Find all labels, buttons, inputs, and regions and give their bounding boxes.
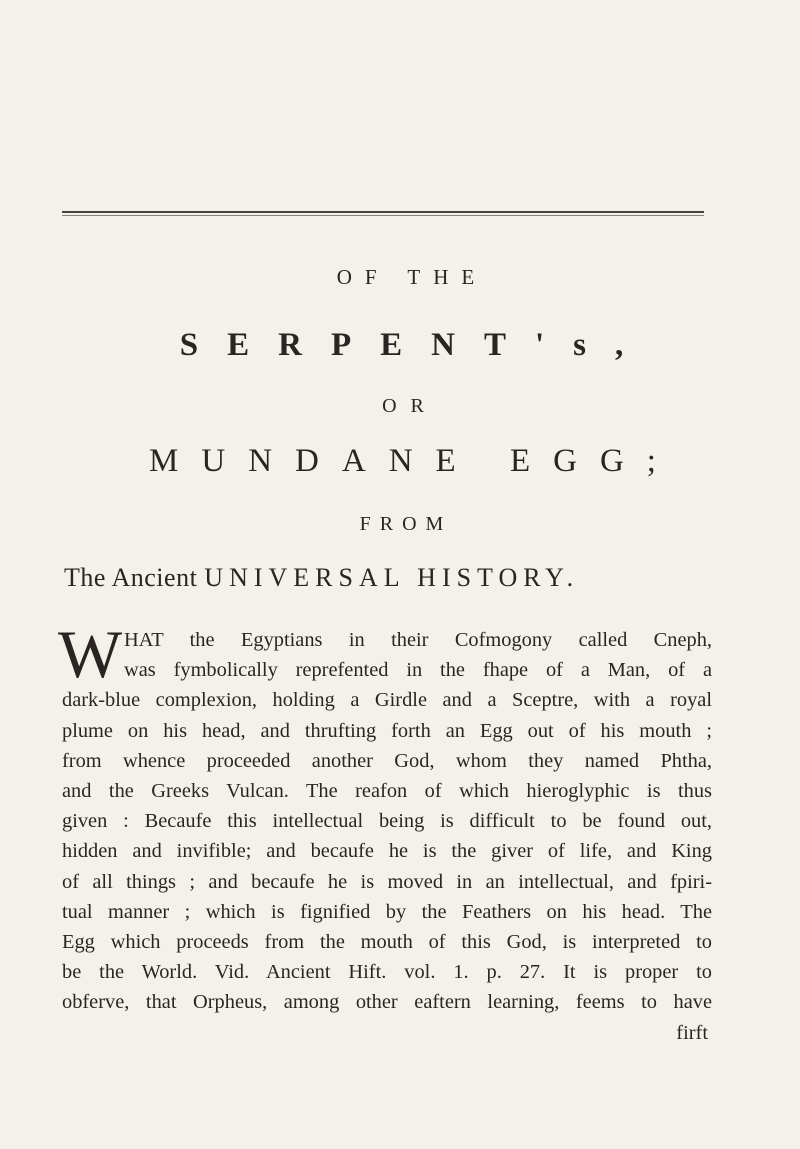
body-line: be the World. Vid. Ancient Hift. vol. 1. p. 27. It is proper to (62, 961, 712, 984)
body-line: given : Becaufe this intellectual being is difficult to be found out, (62, 810, 712, 833)
body-line: was fymbolically reprefented in the fhape of a Man, of a (124, 659, 712, 682)
body-line: from whence proceeded another God, whom they named Phtha, (62, 749, 712, 772)
source-title (64, 565, 724, 591)
heading-serpents: SERPENT's, (179, 327, 653, 363)
body-line: tual manner ; which is fignified by the Feathers on his head. The (62, 900, 712, 923)
heading-of-the: OF THE (336, 265, 488, 289)
heading-from: FROM (359, 513, 453, 535)
body-line: obferve, that Orpheus, among other eaftern learning, feems to have (62, 991, 712, 1014)
body-text (62, 625, 712, 1048)
body-line: hidden and invifible; and becaufe he is the giver of life, and King (62, 840, 712, 863)
source-prefix: The Ancient (64, 563, 198, 592)
body-line: of all things ; and becaufe he is moved in an intellectual, and fpiri- (62, 870, 712, 893)
drop-cap: W (58, 616, 123, 692)
heading-or: OR (382, 395, 438, 417)
catchword: firft (676, 1021, 708, 1044)
header-rule (62, 211, 704, 213)
body-line: and the Greeks Vulcan. The reafon of which hieroglyphic is thus (62, 780, 712, 803)
heading-mundane-egg: MUNDANE EGG; (149, 443, 679, 479)
body-line: plume on his head, and thrufting forth an Egg out of his mouth ; (62, 719, 712, 742)
body-line: HAT the Egyptians in their Cofmogony called Cneph, (124, 629, 712, 651)
source-caps: UNIVERSAL HISTORY. (204, 563, 580, 592)
body-line: dark-blue complexion, holding a Girdle and a Sceptre, with a royal (62, 689, 712, 712)
body-line: Egg which proceeds from the mouth of this God, is interpreted to (62, 931, 712, 954)
